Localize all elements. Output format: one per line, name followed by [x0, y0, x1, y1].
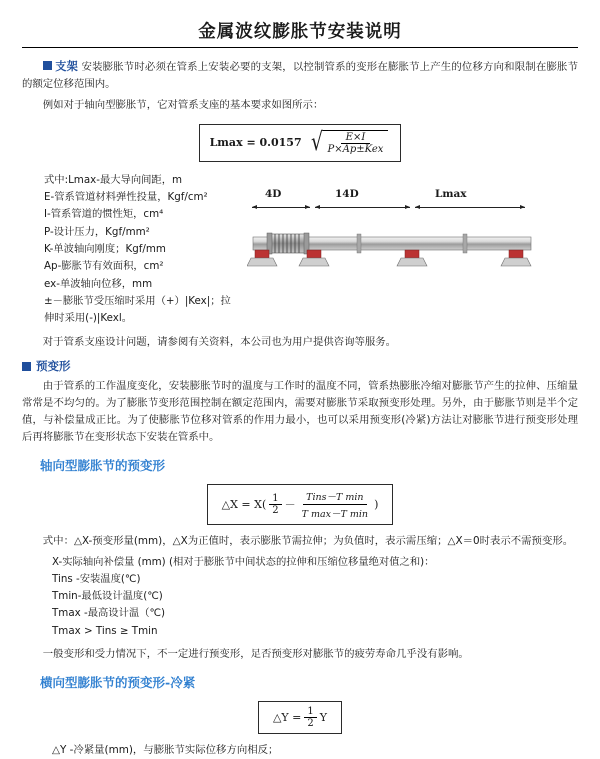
section-bracket-paragraph2: 例如对于轴向型膨胀节，它对管系支座的基本要求如图所示： [42, 98, 324, 111]
section-predeform-heading [22, 358, 578, 374]
figure-dimension-arrows [247, 203, 537, 213]
formula-axial-minus: － [284, 498, 296, 512]
list-item: P-设计压力，Kgf/mm² [44, 225, 150, 238]
list-item: 式中:Lmax-最大导向间距，m [44, 173, 183, 186]
formula-axial-explain: 式中：△X-预变形量(mm)，△X为正值时，表示膨胀节需拉伸；为负值时，表示需压缩；△X＝0时表示不需预变形。 [42, 534, 574, 547]
formula-axial-rhs: ) [374, 497, 379, 511]
support-design-note: 对于管系支座设计问题，请参阅有关资料，本公司也为用户提供咨询等服务。 [42, 335, 397, 348]
list-item: ex-单波轴向位移，mm [44, 277, 153, 290]
figure-label-14d: 14D [335, 187, 359, 200]
formula-lateral-half [304, 706, 316, 729]
subsection-axial-heading: 轴向型膨胀节的预变形 [40, 457, 166, 473]
subsection-lateral-heading: 横向型膨胀节的预变形-冷紧 [40, 674, 196, 690]
formula-lateral-explain: △Y -冷紧量(mm)，与膨胀节实际位移方向相反； [52, 743, 279, 756]
formula-lateral-wrap [22, 701, 578, 734]
formula-axial-lhs: △X = X( [221, 497, 267, 511]
legend-figure-row [22, 170, 578, 334]
legend-column [22, 170, 237, 334]
formula-lateral-lhs: △Y = [272, 710, 302, 724]
list-item: Tmax > Tins ≥ Tmin [52, 624, 158, 637]
formula-axial-wrap [22, 484, 578, 525]
section-bracket-heading: 支架 [55, 60, 79, 73]
formula-axial-half [269, 493, 281, 516]
formula-lmax-wrap [22, 124, 578, 162]
section-bracket-intro [22, 58, 578, 93]
list-item: I-管系管道的惯性矩，cm⁴ [44, 208, 164, 221]
formula-lateral-rhs: Y [319, 710, 328, 724]
formula-axial-frac-num: Tins－T min [303, 489, 366, 505]
section-bracket-paragraph1: 安装膨胀节时必须在管系上安装必要的支架，以控制管系的变形在膨胀节上产生的位移方向和限制在膨胀节的额定位移范围内。 [22, 61, 578, 91]
formula-lateral [258, 701, 342, 734]
list-item: ±－膨胀节受压缩时采用（+）|Kex|；拉伸时采用(-)|Kexl。 [44, 294, 231, 325]
blue-square-bullet-icon [22, 362, 31, 371]
blue-square-bullet-icon [43, 61, 52, 70]
dimension-arrow-lmax [415, 207, 525, 208]
formula-axial-fraction [299, 489, 371, 520]
figure-labels [247, 188, 537, 203]
list-item: Tmax -最高设计温（℃) [52, 607, 166, 620]
piping-schematic-svg [247, 213, 537, 293]
axial-predeform-note: 一般变形和受力情况下，不一定进行预变形，足否预变形对膨胀节的疲劳寿命几乎没有影响。 [42, 648, 469, 661]
section-predeform-heading-label: 预变形 [36, 359, 71, 374]
list-item: E-管系管道材料弹性投量，Kgf/cm² [44, 191, 208, 204]
formula-lmax-denominator: P×Ap±Kex [327, 143, 384, 155]
formula-axial-half-num: 1 [269, 493, 281, 505]
formula-lmax-fraction [323, 130, 389, 156]
formula-lmax-numerator: E×I [341, 131, 371, 144]
list-item: Tmin-最低设计温度(℃) [52, 590, 163, 603]
figure-label-lmax: Lmax [435, 187, 467, 200]
figure-column [243, 170, 578, 298]
formula-lateral-num: 1 [304, 706, 316, 718]
formula-axial [207, 484, 394, 525]
formula-lmax-lhs: Lmax = 0.0157 [209, 136, 302, 150]
title-divider [22, 47, 578, 48]
page-title: 金属波纹膨胀节安装说明 [198, 22, 402, 42]
sqrt-icon [309, 126, 389, 156]
figure-label-4d: 4D [265, 187, 282, 200]
list-item: Tins -安装温度(℃) [52, 572, 141, 585]
section-predeform-paragraph: 由于管系的工作温度变化，安装膨胀节时的温度与工作时的温度不同，管系热膨胀冷缩对膨胀节产生的拉伸、压缩量常常是不均匀的。为了膨胀节变形范围控制在额定范围内，需要对膨胀节采取预变形处理。另外，由于膨胀节则是半个定值，与补偿量成正比。为了使膨胀节位移对管系的作用力最小，也可以采用预变形(冷紧)方法让对膨胀节进行预变形处理后再将膨胀节在变形状态下安装在管系中。 [22, 380, 578, 443]
dimension-arrow-14d [315, 207, 410, 208]
list-item: Ap-膨胀节有效面积，cm² [44, 260, 164, 273]
radical-symbol-icon: √ [310, 126, 323, 156]
legend-list [22, 172, 237, 328]
formula-axial-half-den: 2 [272, 504, 279, 516]
axial-variable-list [22, 554, 578, 640]
formula-axial-frac-den: T max－T min [301, 508, 369, 520]
formula-lmax [199, 124, 402, 162]
axial-expansion-joint-support-diagram [247, 188, 537, 298]
formula-lateral-den: 2 [307, 717, 314, 729]
list-item: X-实际轴向补偿量 (mm) (相对于膨胀节中间状态的拉伸和压缩位移量绝对值之和)： [52, 555, 435, 568]
dimension-arrow-4d [252, 207, 310, 208]
list-item: K-单波轴向刚度；Kgf/mm [44, 243, 166, 256]
